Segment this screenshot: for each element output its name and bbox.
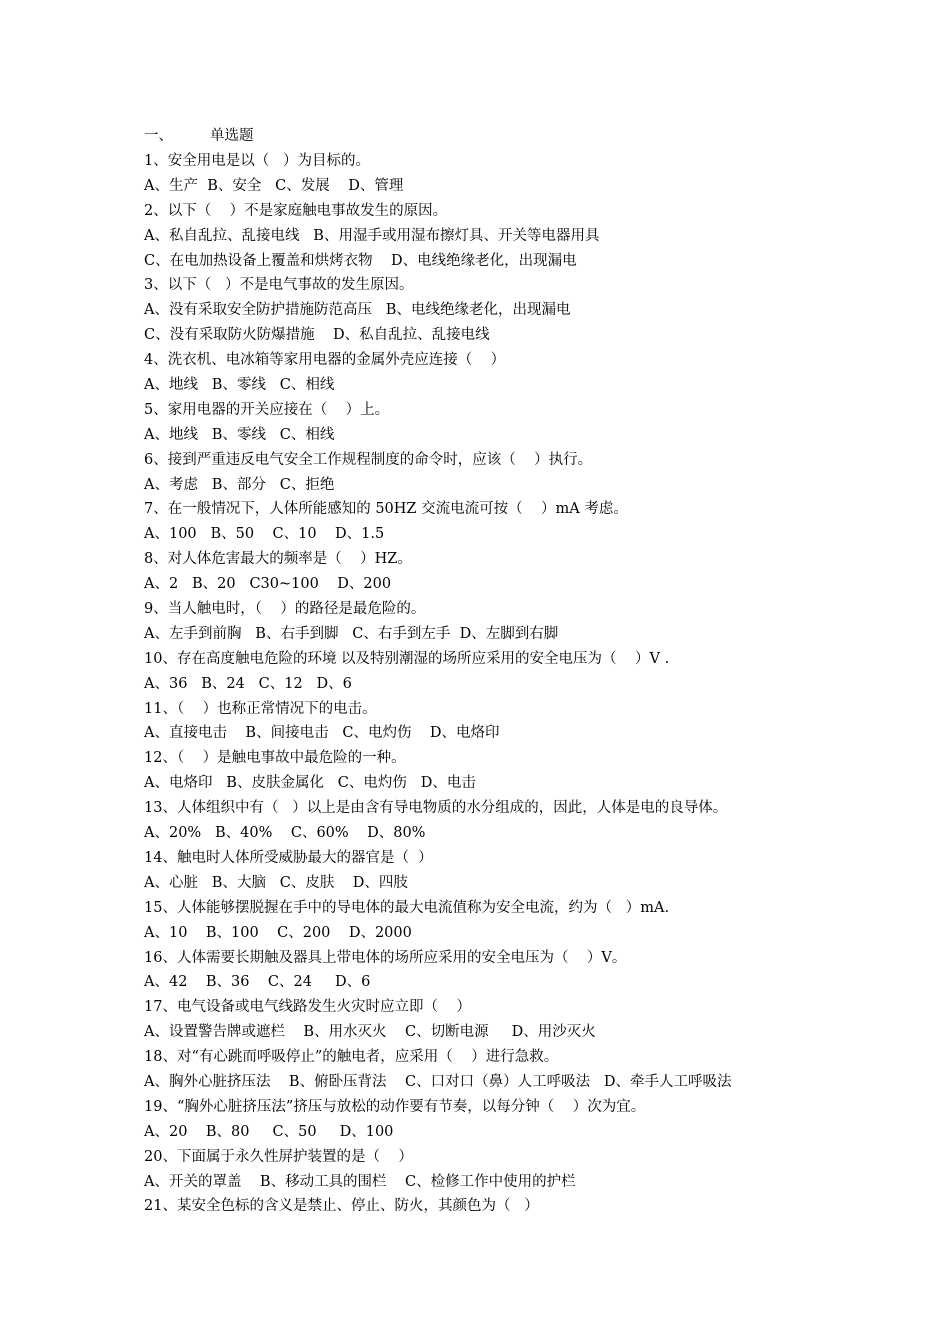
- question-text: 2、以下（ ）不是家庭触电事故发生的原因。: [144, 202, 448, 219]
- question-text: 15、人体能够摆脱握在手中的导电体的最大电流值称为安全电流，约为（ ）mA.: [144, 899, 670, 916]
- question-text: 18、对“有心跳而呼吸停止”的触电者，应采用（ ）进行急救。: [144, 1049, 559, 1066]
- question-text: 5、家用电器的开关应接在（ ）上。: [144, 401, 390, 418]
- question-text: 14、触电时人体所受威胁最大的器官是（ ）: [144, 849, 433, 866]
- section-title: 单选题: [210, 128, 254, 144]
- answer-options: A、100 B、50 C、10 D、1.5: [144, 526, 385, 543]
- answer-options: A、设置警告牌或遮栏 B、用水灭火 C、切断电源 D、用沙灭火: [144, 1024, 596, 1041]
- answer-options: A、地线 B、零线 C、相线: [144, 377, 335, 394]
- question-text: 1、安全用电是以（ ）为目标的。: [144, 153, 371, 169]
- question-text: 10、存在高度触电危险的环境 以及特别潮湿的场所应采用的安全电压为（ ）V .: [144, 650, 670, 667]
- question-text: 4、洗衣机、电冰箱等家用电器的金属外壳应连接（ ）: [144, 352, 506, 369]
- question-list: [144, 149, 834, 1219]
- answer-options: A、考虑 B、部分 C、拒绝: [144, 476, 335, 493]
- question-text: 16、人体需要长期触及器具上带电体的场所应采用的安全电压为（ ）V。: [144, 949, 627, 966]
- answer-options: A、10 B、100 C、200 D、2000: [144, 924, 412, 941]
- answer-options: A、左手到前胸 B、右手到脚 C、右手到左手 D、左脚到右脚: [144, 625, 559, 642]
- answer-options: A、地线 B、零线 C、相线: [144, 426, 335, 443]
- answer-options: A、直接电击 B、间接电击 C、电灼伤 D、电烙印: [144, 725, 500, 742]
- answer-options: A、生产 B、安全 C、发展 D、管理: [144, 177, 404, 194]
- section-heading: [144, 124, 834, 149]
- document-body: [144, 124, 834, 1219]
- answer-options: A、私自乱拉、乱接电线 B、用湿手或用湿布擦灯具、开关等电器用具: [144, 227, 600, 244]
- question-text: 17、电气设备或电气线路发生火灾时应立即（ ）: [144, 999, 471, 1016]
- question-text: 3、以下（ ）不是电气事故的发生原因。: [144, 277, 414, 294]
- answer-options: A、电烙印 B、皮肤金属化 C、电灼伤 D、电击: [144, 775, 476, 792]
- answer-options: A、20 B、80 C、50 D、100: [144, 1123, 394, 1140]
- question-text: 21、某安全色标的含义是禁止、停止、防火，其颜色为（ ）: [144, 1198, 539, 1215]
- section-number: 一、: [144, 128, 173, 144]
- answer-options: A、2 B、20 C30~100 D、200: [144, 576, 392, 593]
- answer-options: C、在电加热设备上覆盖和烘烤衣物 D、电线绝缘老化，出现漏电: [144, 252, 577, 269]
- answer-options: C、没有采取防火防爆措施 D、私自乱拉、乱接电线: [144, 327, 490, 344]
- question-text: 9、当人触电时，（ ）的路径是最危险的。: [144, 601, 426, 618]
- question-text: 11、（ ）也称正常情况下的电击。: [144, 700, 377, 717]
- answer-options: A、胸外心脏挤压法 B、俯卧压背法 C、口对口（鼻）人工呼吸法 D、牵手人工呼吸法: [144, 1073, 732, 1090]
- question-text: 7、在一般情况下，人体所能感知的 50HZ 交流电流可按（ ）mA 考虑。: [144, 501, 628, 518]
- answer-options: A、42 B、36 C、24 D、6: [144, 974, 371, 991]
- answer-options: A、心脏 B、大脑 C、皮肤 D、四肢: [144, 874, 408, 891]
- answer-options: A、20% B、40% C、60% D、80%: [144, 825, 426, 842]
- question-text: 12、（ ）是触电事故中最危险的一种。: [144, 750, 406, 767]
- question-text: 8、对人体危害最大的频率是（ ）HZ。: [144, 551, 412, 568]
- answer-options: A、36 B、24 C、12 D、6: [144, 675, 352, 692]
- answer-options: A、开关的罩盖 B、移动工具的围栏 C、检修工作中使用的护栏: [144, 1173, 576, 1190]
- question-text: 6、接到严重违反电气安全工作规程制度的命令时，应该（ ）执行。: [144, 451, 593, 468]
- question-text: 20、下面属于永久性屏护装置的是（ ）: [144, 1148, 413, 1165]
- answer-options: A、没有采取安全防护措施防范高压 B、电线绝缘老化，出现漏电: [144, 302, 571, 319]
- question-text: 13、人体组织中有（ ）以上是由含有导电物质的水分组成的，因此，人体是电的良导体。: [144, 800, 728, 817]
- question-text: 19、“胸外心脏挤压法”挤压与放松的动作要有节奏，以每分钟（ ）次为宜。: [144, 1098, 646, 1115]
